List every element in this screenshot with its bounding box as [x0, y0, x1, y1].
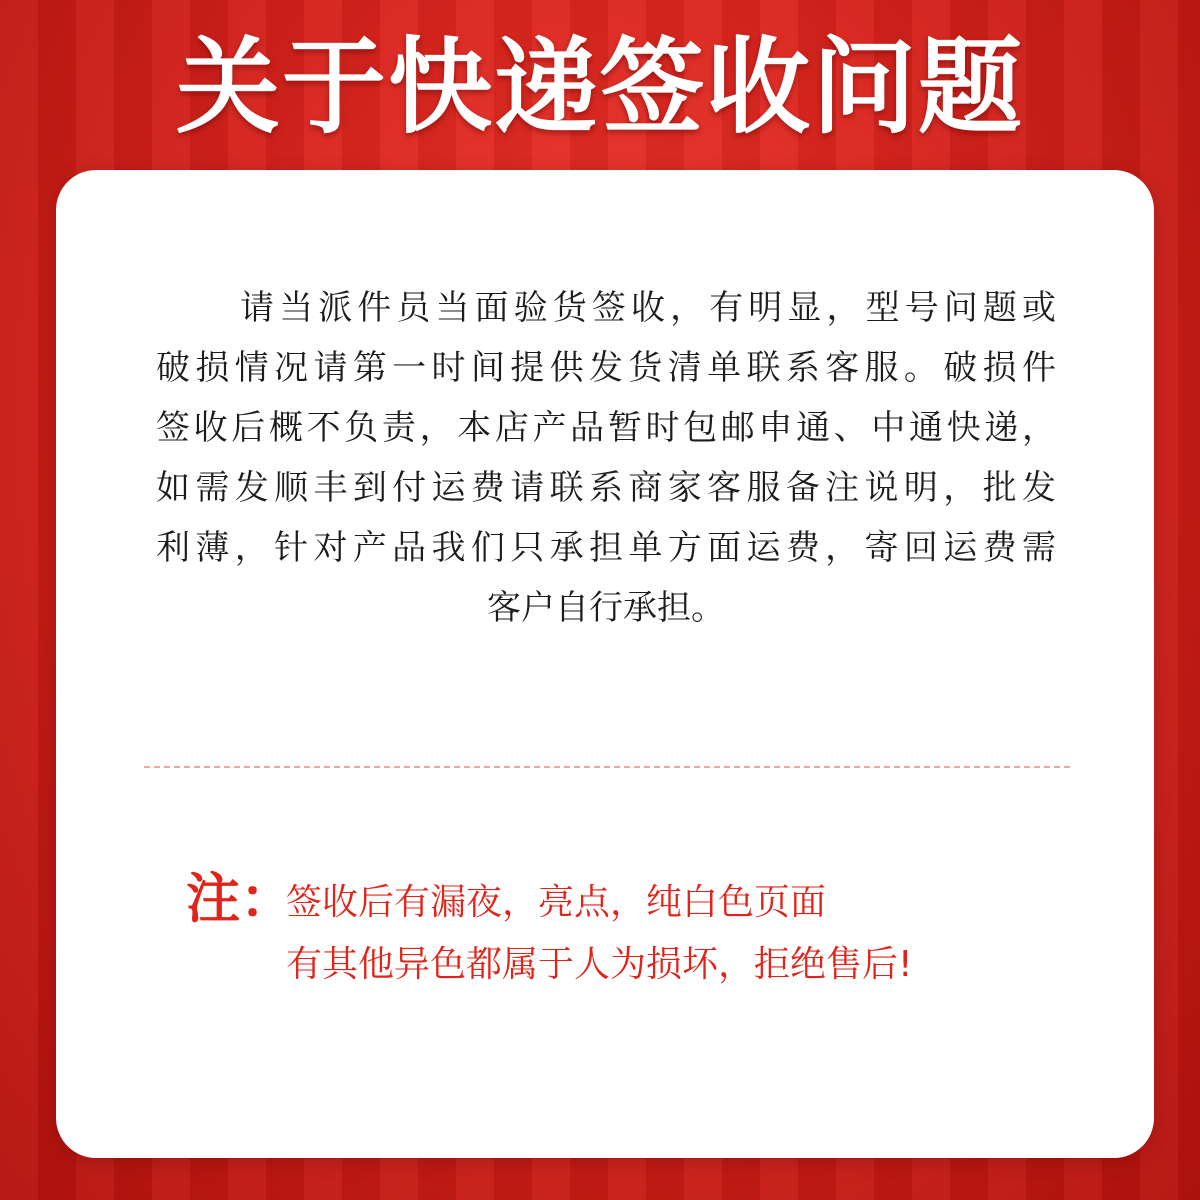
body-line: 客户自行承担。	[487, 588, 725, 628]
dashed-divider	[144, 766, 1070, 768]
body-line: 利薄，针对产品我们只承担单方面运费，寄回运费需	[156, 528, 1056, 568]
note-line: 签收后有漏夜，亮点，纯白色页面	[286, 882, 827, 923]
body-text	[156, 278, 1056, 638]
page-title: 关于快递签收问题	[175, 25, 1024, 148]
note-line: 有其他异色都属于人为损坏，拒绝售后!	[286, 944, 913, 985]
notice-card	[56, 170, 1154, 1158]
body-line: 破损情况请第一时间提供发货清单联系客服。破损件	[156, 348, 1056, 388]
body-line: 请当派件员当面验货签收，有明显，型号问题或	[240, 288, 1056, 328]
body-line: 如需发顺丰到付运费请联系商家客服备注说明，批发	[156, 468, 1056, 508]
body-line: 签收后概不负责，本店产品暂时包邮申通、中通快递，	[156, 408, 1056, 448]
note-prefix: 注：	[186, 867, 294, 930]
